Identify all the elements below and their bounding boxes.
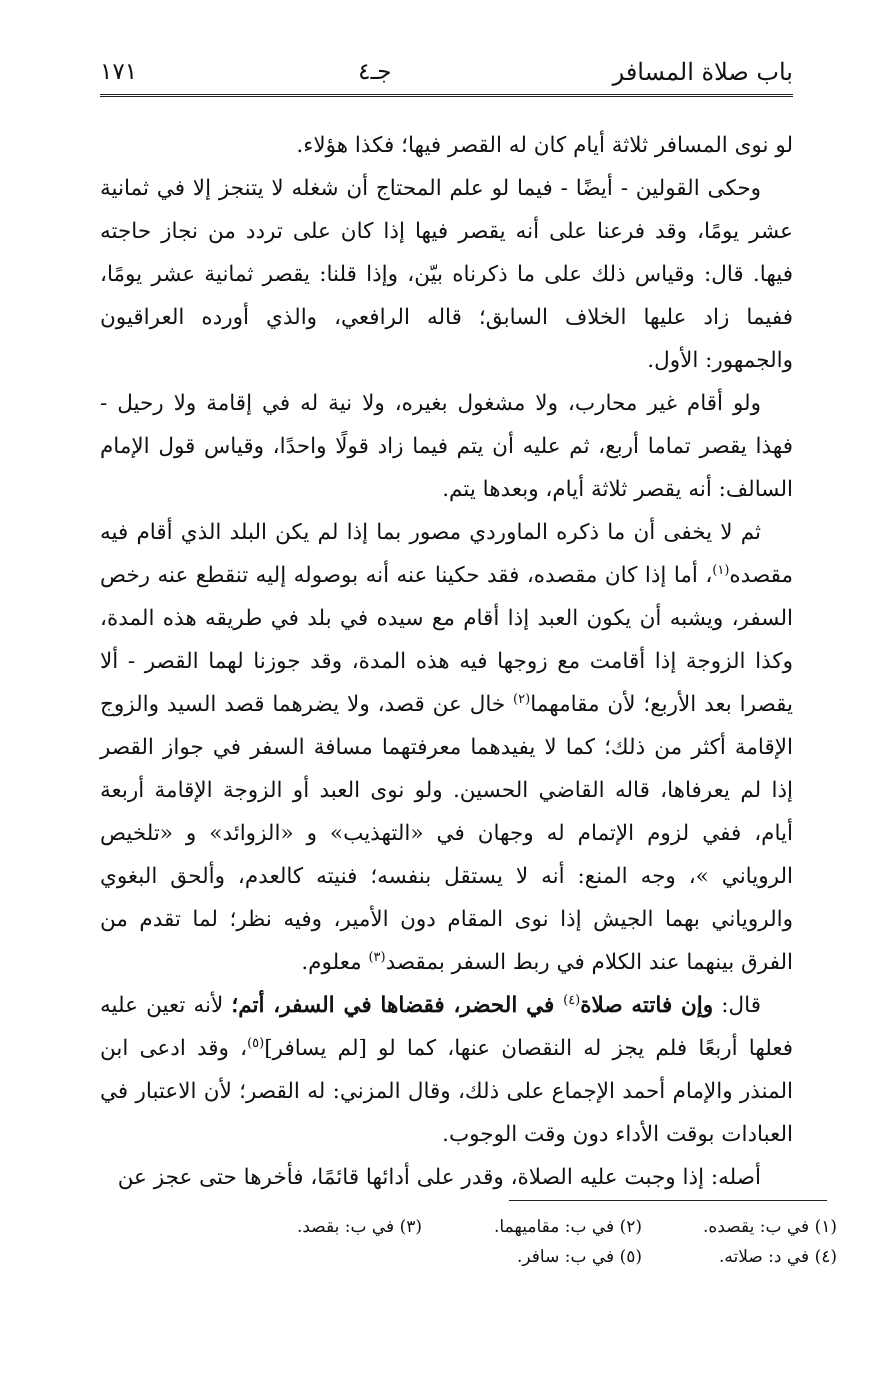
- text-segment: أصله: إذا وجبت عليه الصلاة، وقدر على أدائها قائمًا، فأخرها حتى عجز عن: [117, 1165, 761, 1190]
- footnote: (١) في ب: يقصده.: [703, 1217, 837, 1237]
- paragraph: [100, 1156, 793, 1199]
- running-title: باب صلاة المسافر: [612, 58, 793, 86]
- bold-quoted-text: في الحضر، فقضاها في السفر، أتم؛: [231, 993, 564, 1018]
- main-text: [100, 124, 793, 1199]
- footnote: (٣) في ب: بقصد.: [296, 1217, 422, 1237]
- text-segment: معلوم.: [301, 950, 369, 975]
- page-header: [100, 52, 793, 92]
- footnote-marker: (٤): [563, 992, 581, 1008]
- text-segment: ، أما إذا كان مقصده، فقد حكينا عنه أنه بوصوله إليه تنقطع عنه رخص السفر، ويشبه أن يكون العبد إذا أقام مع سيده في بلد في طريقه هذه المدة، وكذا الزوجة إذا أقامت مع زوجها فيه هذه المدة، وقد جوزنا لهما القصر - ألا يقصرا بعد الأربع؛ لأن مقامهما: [100, 563, 793, 717]
- text-segment: ولو أقام غير محارب، ولا مشغول بغيره، ولا نية له في إقامة ولا رحيل - فهذا يقصر تماما أربع، ثم عليه أن يتم فيما زاد قولًا واحدًا، وقياس قول الإمام السالف: أنه يقصر ثلاثة أيام، وبعدها يتم.: [100, 391, 793, 502]
- footnotes: [230, 1212, 837, 1272]
- text-segment: لأنه تعين عليه فعلها أربعًا فلم يجز له النقصان عنها، كما لو [لم يسافر]: [100, 993, 793, 1061]
- text-segment: وحكى القولين - أيضًا - فيما لو علم المحتاج أن شغله لا يتنجز إلا في ثمانية عشر يومًا، وقد فرعنا على أنه يقصر فيها إذا كان على تردد من نجاز حاجته فيها. قال: وقياس ذلك على ما ذكرناه بيّن، وإذا قلنا: يقصر ثمانية عشر يومًا، ففيما زاد عليها الخلاف السابق؛ قاله الرافعي، والذي أورده العراقيون والجمهور: الأول.: [100, 176, 793, 373]
- footnote: (٤) في د: صلاته.: [718, 1247, 837, 1267]
- text-segment: خال عن قصد، ولا يضرهما قصد السيد والزوج الإقامة أكثر من ذلك؛ كما لا يفيدهما معرفتهما مسافة السفر في جواز القصر إذا لم يعرفاها، قاله القاضي الحسين. ولو نوى العبد أو الزوجة الإقامة أربعة أيام، ففي لزوم الإتمام له وجهان في «التهذيب» و «الزوائد» و «تلخيص الروياني »، وجه المنع: أنه لا يستقل بنفسه؛ فنيته كالعدم، وألحق البغوي والروياني بهما الجيش إذا نوى المقام دون الأمير، وفيه نظر؛ لما تقدم من الفرق بينهما عند الكلام في ربط السفر بمقصد: [100, 692, 793, 975]
- footnote-marker: (٥): [247, 1035, 265, 1051]
- bold-quoted-text: وإن فاتته صلاة: [580, 993, 714, 1018]
- page-number: ١٧١: [100, 59, 138, 85]
- volume-label: جـ٤: [358, 59, 392, 85]
- text-segment: ثم لا يخفى أن ما ذكره الماوردي مصور بما إذا لم يكن البلد الذي أقام فيه مقصده: [100, 520, 793, 588]
- footnote-marker: (٢): [513, 691, 531, 707]
- footnote: (٢) في ب: مقاميهما.: [493, 1217, 642, 1237]
- text-segment: قال:: [713, 993, 761, 1018]
- header-divider: [100, 94, 793, 99]
- footnote-divider: [509, 1200, 827, 1201]
- footnote-marker: (١): [712, 562, 730, 578]
- footnote: (٥) في ب: سافر.: [517, 1247, 642, 1267]
- footnote-marker: (٣): [368, 949, 386, 965]
- text-segment: ، وقد ادعى ابن المنذر والإمام أحمد الإجماع على ذلك، وقال المزني: له القصر؛ لأن الاعتبار في العبادات بوقت الأداء دون وقت الوجوب.: [100, 1036, 793, 1147]
- paragraph: [100, 124, 793, 167]
- paragraph: [100, 382, 793, 511]
- paragraph: [100, 984, 793, 1156]
- footnote-row: [230, 1212, 837, 1242]
- paragraph: [100, 511, 793, 984]
- paragraph: [100, 167, 793, 382]
- text-segment: لو نوى المسافر ثلاثة أيام كان له القصر فيها؛ فكذا هؤلاء.: [296, 133, 793, 158]
- footnote-row: [230, 1242, 837, 1272]
